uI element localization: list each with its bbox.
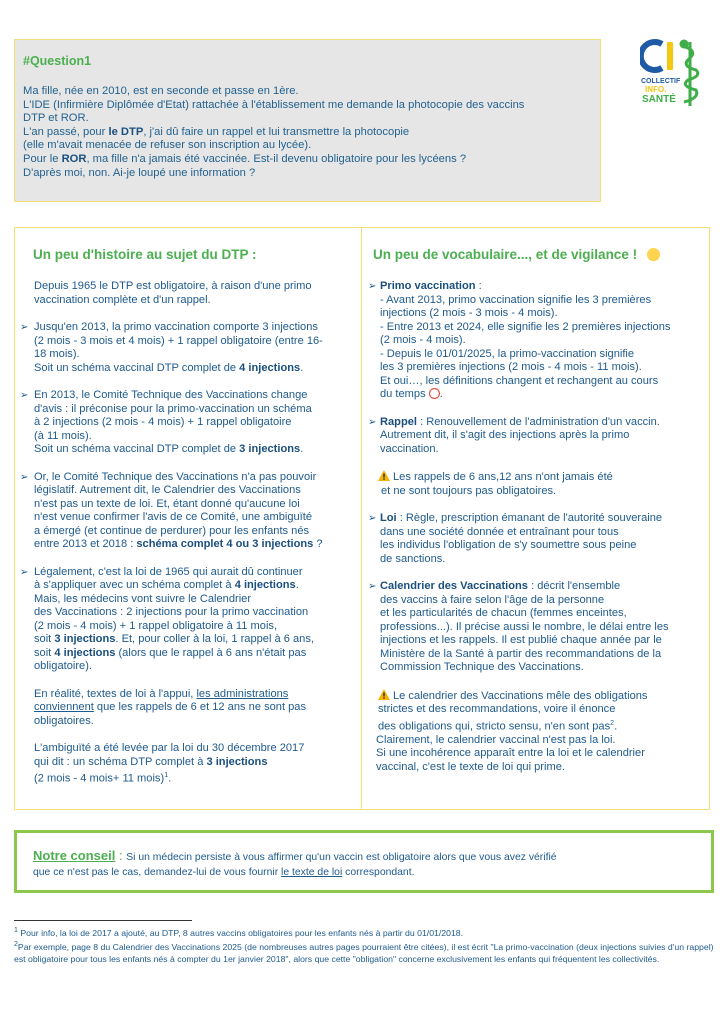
text-line: les individus l'obligation de s'y soumettre sous peine bbox=[380, 539, 637, 551]
text-line bbox=[34, 579, 355, 593]
question-line: (elle m'avait menacée de refuser son inscription au lycée). bbox=[23, 139, 312, 152]
text-line: - Entre 2013 et 2024, elle signifie les 2 premières injections bbox=[380, 320, 671, 333]
text: à s'appliquer avec un schéma complet à bbox=[34, 579, 235, 591]
advice-line-2 bbox=[33, 865, 695, 880]
text: : bbox=[475, 280, 482, 292]
vocab-column bbox=[362, 228, 709, 809]
text-line: n'est pas un texte de loi. Et, étant donné qu'aucune loi bbox=[34, 497, 300, 510]
term: Rappel bbox=[380, 415, 417, 428]
question-text bbox=[23, 85, 592, 180]
text: L'an passé, pour bbox=[23, 125, 109, 138]
text: Soit un schéma vaccinal DTP complet de bbox=[34, 361, 240, 374]
text-line bbox=[380, 388, 703, 402]
history-bullet-3 bbox=[18, 471, 355, 552]
text-line: En 2013, le Comité Technique des Vaccinations change bbox=[34, 389, 308, 401]
vocab-title-text: Un peu de vocabulaire..., et de vigilance ! bbox=[373, 247, 638, 262]
bullet-arrow-icon: ➢ bbox=[20, 390, 29, 401]
footnote-number: 1 bbox=[14, 927, 18, 934]
advice-box bbox=[14, 830, 714, 893]
text-line: vaccinal, c'est le texte de loi qui prime. bbox=[376, 760, 565, 773]
text-line: (2 mois - 4 mois). bbox=[380, 334, 466, 346]
history-conclusion bbox=[18, 742, 355, 786]
text-line: Jusqu'en 2013, la primo vaccination comporte 3 injections bbox=[34, 321, 318, 333]
history-title: Un peu d'histoire au sujet du DTP : bbox=[33, 247, 257, 262]
text: , j'ai dû faire un rappel et lui transmettre la photocopie bbox=[143, 125, 410, 138]
text-line: et les particularités de chacun (femmes enceintes, bbox=[380, 607, 627, 619]
clown-face-icon bbox=[429, 388, 440, 399]
text-line bbox=[34, 701, 355, 715]
text: Les rappels de 6 ans,12 ans n'ont jamais été bbox=[393, 471, 613, 483]
history-bullet-1 bbox=[18, 321, 355, 375]
vocab-loi bbox=[368, 512, 703, 566]
text-line: dans une société donnée et entraînant pour tous bbox=[380, 525, 619, 538]
bold-text: 4 injections bbox=[239, 361, 301, 374]
logo-line3: SANTÉ bbox=[642, 94, 676, 105]
advice-text: correspondant. bbox=[342, 867, 415, 878]
bullet-arrow-icon: ➢ bbox=[368, 416, 377, 428]
vocab-warning-2 bbox=[368, 689, 703, 775]
text-line: - Depuis le 01/01/2025, la primo-vaccination signifie bbox=[380, 347, 635, 360]
advice-colon: : bbox=[115, 848, 127, 863]
text-line bbox=[378, 470, 703, 485]
bold-text: 3 injections bbox=[239, 443, 301, 455]
question-line: L'IDE (Infirmière Diplômée d'Etat) rattachée à l'établissement me demande la photocopie des vaccins bbox=[23, 98, 525, 111]
text-line: vaccination complète et d'un rappel. bbox=[34, 293, 211, 306]
text: Pour le bbox=[23, 152, 62, 165]
text: , ma fille n'a jamais été vaccinée. Est-il devenu obligatoire pour les lycéens ? bbox=[86, 152, 467, 165]
text: . bbox=[439, 388, 443, 400]
text-line: obligatoire). bbox=[34, 660, 92, 672]
advice-text: Si un médecin persiste à vous affirmer qu'un vaccin est obligatoire alors que vous avez vérifié bbox=[126, 852, 557, 863]
text-line: obligatoires. bbox=[34, 714, 94, 727]
vocab-rappel bbox=[368, 416, 703, 457]
text-line: 18 mois). bbox=[34, 348, 80, 360]
text: : Règle, prescription émanant de l'autorité souveraine bbox=[396, 512, 663, 524]
question-line bbox=[23, 153, 592, 167]
bullet-arrow-icon: ➢ bbox=[20, 566, 29, 578]
vocab-primo bbox=[368, 280, 703, 402]
footnote-2 bbox=[14, 939, 714, 965]
history-bullet-4 bbox=[18, 566, 355, 674]
text-line: législatif. Autrement dit, le Calendrier des Vaccinations bbox=[34, 484, 301, 496]
text-line: strictes et des recommandations, voire il énonce bbox=[378, 703, 616, 715]
text: soit bbox=[34, 633, 55, 645]
text: entre 2013 et 2018 : bbox=[34, 538, 137, 550]
text-line: - Avant 2013, primo vaccination signifie les 3 premières bbox=[380, 293, 652, 306]
text-line bbox=[380, 416, 703, 430]
underlined-text: les administrations bbox=[196, 687, 289, 700]
text-line bbox=[378, 717, 703, 734]
term: Calendrier des Vaccinations bbox=[380, 580, 528, 592]
history-reality bbox=[18, 688, 355, 729]
bullet-arrow-icon: ➢ bbox=[368, 281, 377, 292]
text-line: Légalement, c'est la loi de 1965 qui aurait dû continuer bbox=[34, 565, 303, 578]
text: (alors que le rappel à 6 ans n'était pas bbox=[115, 646, 307, 659]
text-line: (2 mois - 4 mois) + 1 rappel obligatoire à 11 mois, bbox=[34, 619, 278, 632]
text-line: à 2 injections (2 mois - 4 mois) + 1 rappel obligatoire bbox=[34, 416, 292, 428]
text-line bbox=[34, 633, 355, 647]
text-line: injections (2 mois - 3 mois - 4 mois). bbox=[380, 307, 558, 319]
footnote-ref[interactable]: 1 bbox=[164, 772, 169, 779]
bullet-arrow-icon: ➢ bbox=[20, 471, 29, 483]
text: (2 mois - 4 mois+ 11 mois) bbox=[34, 772, 165, 785]
text-line: Depuis 1965 le DTP est obligatoire, à raison d'une primo bbox=[34, 280, 312, 292]
grinning-face-icon bbox=[647, 248, 660, 261]
warning-icon bbox=[378, 470, 390, 481]
warning-icon bbox=[378, 689, 390, 700]
text-line: vaccination. bbox=[380, 442, 439, 455]
text: qui dit : un schéma DTP complet à bbox=[34, 755, 207, 768]
text: : Renouvellement de l'administration d'un vaccin. bbox=[417, 415, 660, 428]
text: . bbox=[300, 443, 304, 455]
bold-text: le DTP bbox=[108, 125, 144, 138]
bullet-arrow-icon: ➢ bbox=[20, 322, 29, 333]
footnote-ref[interactable]: 2 bbox=[610, 719, 615, 727]
vocab-calendrier bbox=[368, 580, 703, 675]
footnote-text: Par exemple, page 8 du Calendrier des Vaccinations 2025 (de nombreuses autres pages pourraient être citées), il est écrit "La primo-vaccination (deux injections suivies d'un rappel) est obligatoire pour tous les enfants nés à compter du 1er janvier 2018", alors que cette "obligation" concerne exclusivement les enfants qui fréquentent les collectivités. bbox=[14, 941, 714, 964]
text-line bbox=[34, 688, 355, 702]
advice-label: Notre conseil bbox=[33, 848, 116, 863]
logo-line2: INFO. bbox=[645, 85, 667, 94]
question-line: DTP et ROR. bbox=[23, 112, 89, 125]
text: . bbox=[300, 361, 304, 374]
bold-text: 3 injections bbox=[54, 633, 116, 645]
text: soit bbox=[34, 646, 55, 659]
text-line: Ministère de la Santé à partir des recommandations de la bbox=[380, 647, 662, 660]
logo-caduceus-icon bbox=[681, 41, 698, 106]
bold-text: ROR bbox=[61, 152, 87, 165]
text: Le calendrier des Vaccinations mêle des obligations bbox=[393, 689, 648, 702]
logo-c-letter bbox=[641, 42, 662, 70]
text-line: Mais, les médecins vont suivre le Calendrier bbox=[34, 592, 252, 605]
text-line bbox=[380, 580, 703, 594]
question-line bbox=[23, 126, 592, 140]
text: . bbox=[295, 579, 299, 591]
term: Primo vaccination bbox=[380, 280, 476, 292]
logo-i-letter bbox=[667, 42, 673, 70]
text-line: n'est venue confirmer l'avis de ce Comité, une ambiguïté bbox=[34, 511, 313, 523]
text-line bbox=[34, 538, 355, 552]
vocab-warning-1 bbox=[368, 470, 703, 498]
term: Loi bbox=[380, 512, 397, 524]
underlined-text: conviennent bbox=[34, 701, 94, 713]
advice-link[interactable]: le texte de loi bbox=[281, 867, 343, 878]
footnotes bbox=[14, 925, 714, 965]
text-line: professions...). Il précise aussi le nombre, le délai entre les bbox=[380, 620, 669, 633]
advice-line-1 bbox=[33, 848, 695, 865]
question-title: #Question1 bbox=[23, 54, 92, 68]
bold-text: 4 injections bbox=[234, 579, 296, 591]
text-line bbox=[380, 512, 703, 526]
text-line bbox=[34, 362, 355, 376]
text-line: L'ambiguïté a été levée par la loi du 30 décembre 2017 bbox=[34, 742, 305, 754]
content-columns bbox=[14, 227, 710, 810]
text: du temps bbox=[380, 388, 426, 400]
question-box bbox=[14, 39, 601, 202]
text: ? bbox=[313, 538, 323, 550]
footnote-number: 2 bbox=[14, 940, 18, 948]
advice-text: que ce n'est pas le cas, demandez-lui de vous fournir bbox=[33, 867, 282, 878]
text: . bbox=[168, 772, 172, 785]
question-line: D'après moi, non. Ai-je loupé une information ? bbox=[23, 166, 256, 179]
bullet-arrow-icon: ➢ bbox=[368, 581, 377, 592]
bold-text: schéma complet 4 ou 3 injections bbox=[136, 538, 314, 550]
history-column bbox=[15, 228, 362, 809]
text-line: d'avis : il préconise pour la primo-vaccination un schéma bbox=[34, 402, 312, 415]
history-intro bbox=[18, 280, 355, 307]
text: que les rappels de 6 et 12 ans ne sont pas bbox=[93, 701, 307, 713]
text-line: Autrement dit, il s'agit des injections après la primo bbox=[380, 429, 630, 441]
text-line: des Vaccinations : 2 injections pour la primo vaccination bbox=[34, 606, 309, 618]
footnote-separator bbox=[14, 920, 192, 921]
footnote-1 bbox=[14, 925, 714, 939]
question-line: Ma fille, née en 2010, est en seconde et passe en 1ère. bbox=[23, 85, 299, 97]
text-line: de sanctions. bbox=[380, 552, 446, 565]
text-line bbox=[34, 443, 355, 457]
footnote-text: Pour info, la loi de 2017 a ajouté, au DTP, 8 autres vaccins obligatoires pour les enfants nés à partir du 01/01/2018. bbox=[17, 927, 464, 938]
text-line: injections et les rappels. Il est publié chaque année par le bbox=[380, 634, 662, 646]
text-line: Commission Technique des Vaccinations. bbox=[380, 661, 584, 673]
text: : décrit l'ensemble bbox=[527, 580, 621, 592]
text-line: les 3 premières injections (2 mois - 4 mois - 11 mois). bbox=[380, 361, 642, 373]
text-line bbox=[34, 769, 355, 786]
text-line: a émergé (et continue de perdurer) pour les enfants nés bbox=[34, 524, 310, 537]
text-line bbox=[34, 647, 355, 661]
text: des obligations qui, stricto sensu, n'en sont pas bbox=[378, 720, 611, 733]
text: Soit un schéma vaccinal DTP complet de bbox=[34, 443, 240, 455]
text-line bbox=[380, 280, 703, 294]
text-line: des vaccins à faire selon l'âge de la personne bbox=[380, 593, 605, 606]
text-line: et ne sont toujours pas obligatoires. bbox=[381, 484, 557, 497]
text-line: Et oui…, les définitions changent et rechangent au cours bbox=[380, 374, 659, 387]
text-line: Or, le Comité Technique des Vaccinations n'a pas pouvoir bbox=[34, 470, 317, 483]
text: . bbox=[614, 720, 618, 733]
text-line: (2 mois - 3 mois et 4 mois) + 1 rappel obligatoire (entre 16- bbox=[34, 334, 323, 347]
text: . Et, pour coller à la loi, 1 rappel à 6 ans, bbox=[115, 633, 314, 645]
bold-text: 3 injections bbox=[206, 755, 268, 768]
text-line bbox=[34, 756, 355, 770]
bullet-arrow-icon: ➢ bbox=[368, 513, 377, 524]
collectif-info-sante-logo bbox=[640, 38, 708, 110]
bold-text: 4 injections bbox=[54, 646, 116, 659]
text-line: (à 11 mois). bbox=[34, 429, 92, 442]
text-line: Clairement, le calendrier vaccinal n'est pas la loi. bbox=[376, 733, 616, 746]
text: En réalité, textes de loi à l'appui, bbox=[34, 687, 197, 700]
vocab-title bbox=[373, 247, 703, 262]
text-line: Si une incohérence apparaît entre la loi et le calendrier bbox=[376, 747, 645, 760]
logo-line1: COLLECTIF bbox=[641, 78, 681, 85]
history-bullet-2 bbox=[18, 389, 355, 457]
text-line bbox=[378, 689, 703, 704]
